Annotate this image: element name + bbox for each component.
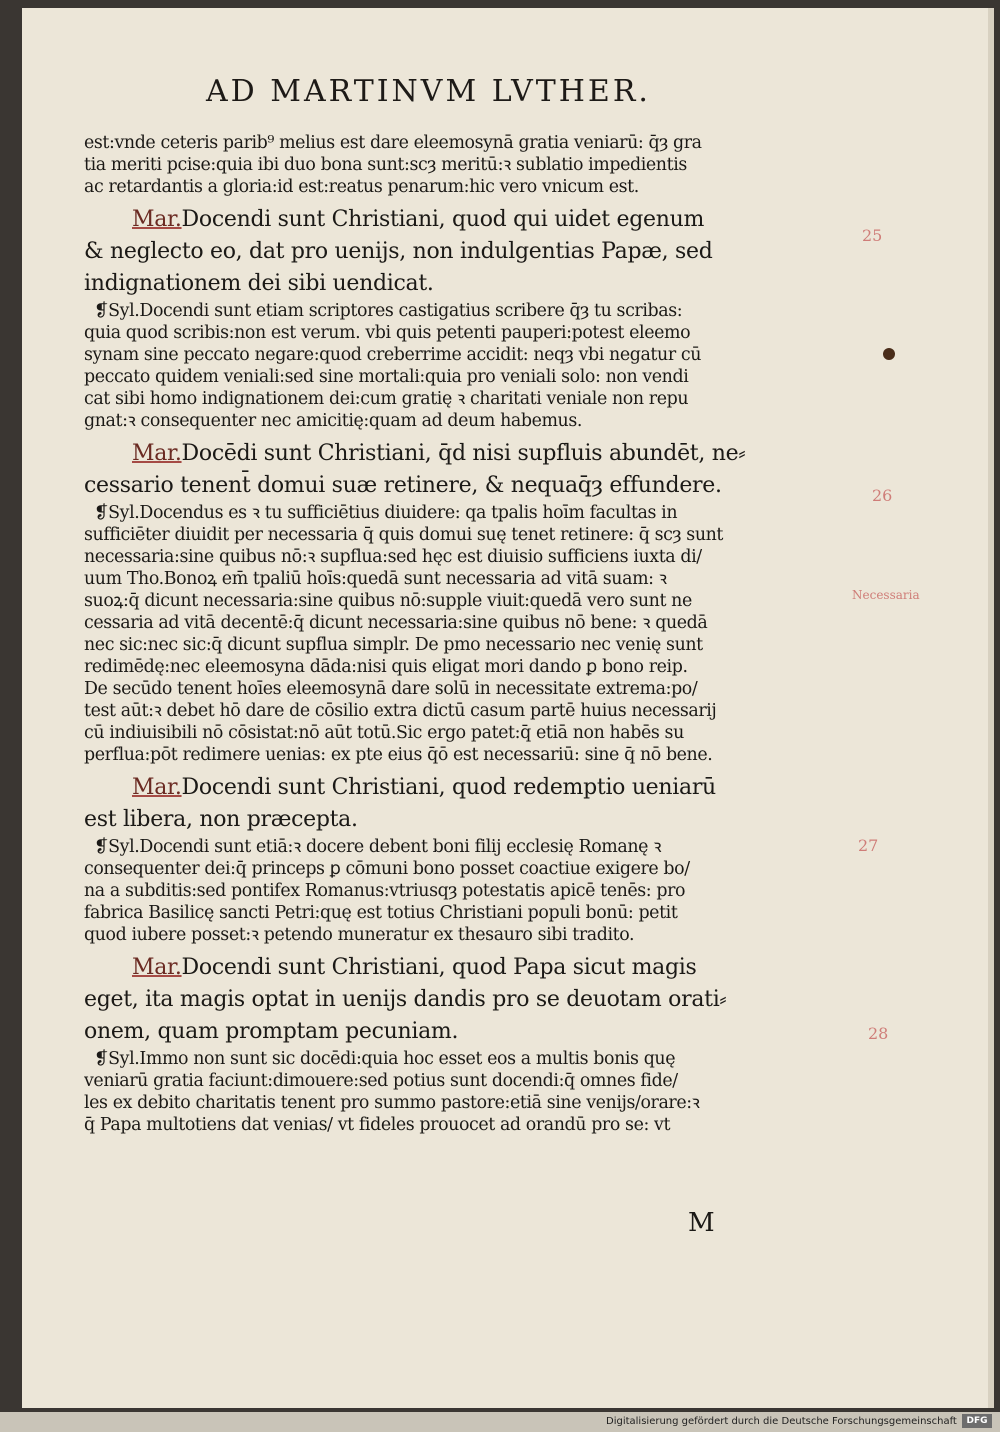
text-line: onem, quam promptam pecuniam. xyxy=(84,1019,459,1044)
thesis-text: Docendi sunt Christiani, quod redemptio ueniarū xyxy=(181,775,716,800)
margin-note: 26 xyxy=(872,486,893,505)
text-line: ❡Syl.Immo non sunt sic docēdi:quia hoc esset eos a multis bonis quę xyxy=(94,1049,676,1069)
reply-paragraph xyxy=(84,132,804,198)
text-line xyxy=(84,438,804,470)
text-line: ❡Syl.Docendi sunt etiam scriptores castigatius scribere q̄ȝ tu scribas: xyxy=(94,301,683,321)
text-line: redimēdę:nec eleemosyna dāda:nisi quis eligat mori dando ꝑ bono reip. xyxy=(84,657,688,677)
text-line: nec sic:nec sic:q̄ dicunt̄ supflua simplr. De pmo necessario nec venię sunt xyxy=(84,635,703,655)
text-line: gnat:ꝛ consequenter nec amicitię:quam ad deum habemus. xyxy=(84,411,583,431)
speaker-label: Mar. xyxy=(132,955,182,980)
text-line: uum Tho.Bonoꝝ em̄ tpaliū hoīs:quedā sunt necessaria ad vitā suam: ꝛ xyxy=(84,569,667,589)
text-line: q̄ Papa multotiens dat venias/ vt fideles prouocet ad orandū pro se: vt xyxy=(84,1115,671,1135)
reply-paragraph xyxy=(84,1048,804,1136)
text-line: test aūt:ꝛ debet hō dare de cōsilio extra dictū casum partē huius necessarij xyxy=(84,701,717,721)
body-text xyxy=(84,132,804,1136)
thesis-text: Docendi sunt Christiani, quod qui uidet egenum xyxy=(181,207,705,232)
text-line: est:vnde ceteris parib⁹ melius est dare eleemosynā gratia veniarū: q̄ȝ gra xyxy=(84,133,702,153)
text-line: veniarū gratia faciunt:dimouere:sed potius sunt docendi:q̄ omnes fide/ xyxy=(84,1071,678,1091)
text-line: necessaria:sine quibus nō:ꝛ supflua:sed hęc est diuisio sufficiens iuxta di/ xyxy=(84,547,702,567)
thesis-paragraph xyxy=(84,204,804,300)
text-line: est libera, non præcepta. xyxy=(84,807,358,832)
text-line: synam sine peccato negare:quod creberrime accidit: neqȝ vbi negatur cū xyxy=(84,345,701,365)
text-line: cat sibi homo indignationem dei:cum gratię ꝛ charitati veniale non repu xyxy=(84,389,689,409)
thesis-paragraph xyxy=(84,772,804,836)
page-inner xyxy=(58,8,958,1408)
text-line: & neglecto eo, dat pro uenijs, non indulgentias Papæ, sed xyxy=(84,239,713,264)
text-line: na a subditis:sed pontifex Romanus:vtriusqȝ potestatis apicē tenēs: pro xyxy=(84,881,686,901)
text-line: suoꝝ:q̄ dicunt̄ necessaria:sine quibus nō:supple viuit̄:quedā vero sunt ne xyxy=(84,591,692,611)
text-line: ❡Syl.Docendus es ꝛ tu sufficiētius diuidere: qa tpalis hoīm facultas in xyxy=(94,503,678,523)
reply-paragraph xyxy=(84,502,804,766)
thesis-paragraph xyxy=(84,952,804,1048)
text-line: peccato quidem veniali:sed sine mortali:quia pro veniali solo: non vendi xyxy=(84,367,689,387)
text-line xyxy=(84,204,804,236)
margin-note: 27 xyxy=(858,836,879,855)
text-line xyxy=(84,952,804,984)
text-line: quod iubere posset:ꝛ petendo muneratur ex thesauro sibi tradito. xyxy=(84,925,635,945)
text-line: cessaria ad vitā decentē:q̄ dicunt̄ necessaria:sine quibus nō bene: ꝛ quedā xyxy=(84,613,708,633)
text-line: indignationem dei sibi uendicat. xyxy=(84,271,434,296)
thesis-text: Docendi sunt Christiani, quod Papa sicut magis xyxy=(181,955,697,980)
margin-note: 28 xyxy=(868,1024,889,1043)
speaker-label: Mar. xyxy=(132,207,182,232)
text-line: cū indiuisibili nō cōsistat:nō aūt totū.Sic ergo patet:q̄ etiā non habēs su xyxy=(84,723,684,743)
text-line: quia quod scribis:non est verum. vbi quis petenti pauperi:potest eleemo xyxy=(84,323,691,343)
text-line: les ex debito charitatis tenent̄ pro summo pastore:etiā sine venijs/orare:ꝛ xyxy=(84,1093,700,1113)
ink-dot xyxy=(883,348,895,360)
text-line xyxy=(84,772,804,804)
text-line: consequenter dei:q̄ princeps ꝑ cōmuni bono posset coactiue exigere bo/ xyxy=(84,859,690,879)
text-line: cessario tenent̄ domui suæ retinere, & nequaq̄ȝ effundere. xyxy=(84,473,722,498)
book-page xyxy=(22,8,994,1408)
text-line: perflua:pōt redimere uenias: ex pte eius q̄ō est necessariū: sine q̄ nō bene. xyxy=(84,745,713,765)
dfg-logo: DFG xyxy=(962,1414,992,1428)
speaker-label: Mar. xyxy=(132,441,182,466)
reply-paragraph xyxy=(84,300,804,432)
text-line: ac retardantis a gloria:id est:reatus penarum:hic vero vnicum est. xyxy=(84,177,639,197)
text-line: De secūdo tenent̄ hoīes eleemosynā dare solū in necessitate extrema:po/ xyxy=(84,679,698,699)
text-line: tia meriti pcise:quia ibi duo bona sunt:scȝ meritū:ꝛ sublatio impedientis xyxy=(84,155,687,175)
margin-note: 25 xyxy=(862,226,883,245)
text-line: sufficiēter diuidit̄ per necessaria q̄ quis domui suę tenet̄ retinere: q̄ scȝ sunt xyxy=(84,525,724,545)
margin-note: Necessaria xyxy=(852,588,920,602)
text-line: eget, ita magis optat in uenijs dandis pro se deuotam orati⸗ xyxy=(84,987,727,1012)
thesis-paragraph xyxy=(84,438,804,502)
text-line: ❡Syl.Docendi sunt etiā:ꝛ docere debent boni filij ecclesię Romanę ꝛ xyxy=(94,837,662,857)
signature-mark: M xyxy=(688,1208,715,1238)
footer-credit: Digitalisierung gefördert durch die Deutsche Forschungsgemeinschaft xyxy=(606,1416,957,1427)
running-head: AD MARTINVM LVTHER. xyxy=(206,74,651,109)
text-line: fabrica Basilicę sancti Petri:quę est totius Christiani populi bonū: petit xyxy=(84,903,678,923)
thesis-text: Docēdi sunt Christiani, q̄d nisi supfluis abundēt, ne⸗ xyxy=(181,441,746,466)
speaker-label: Mar. xyxy=(132,775,182,800)
reply-paragraph xyxy=(84,836,804,946)
